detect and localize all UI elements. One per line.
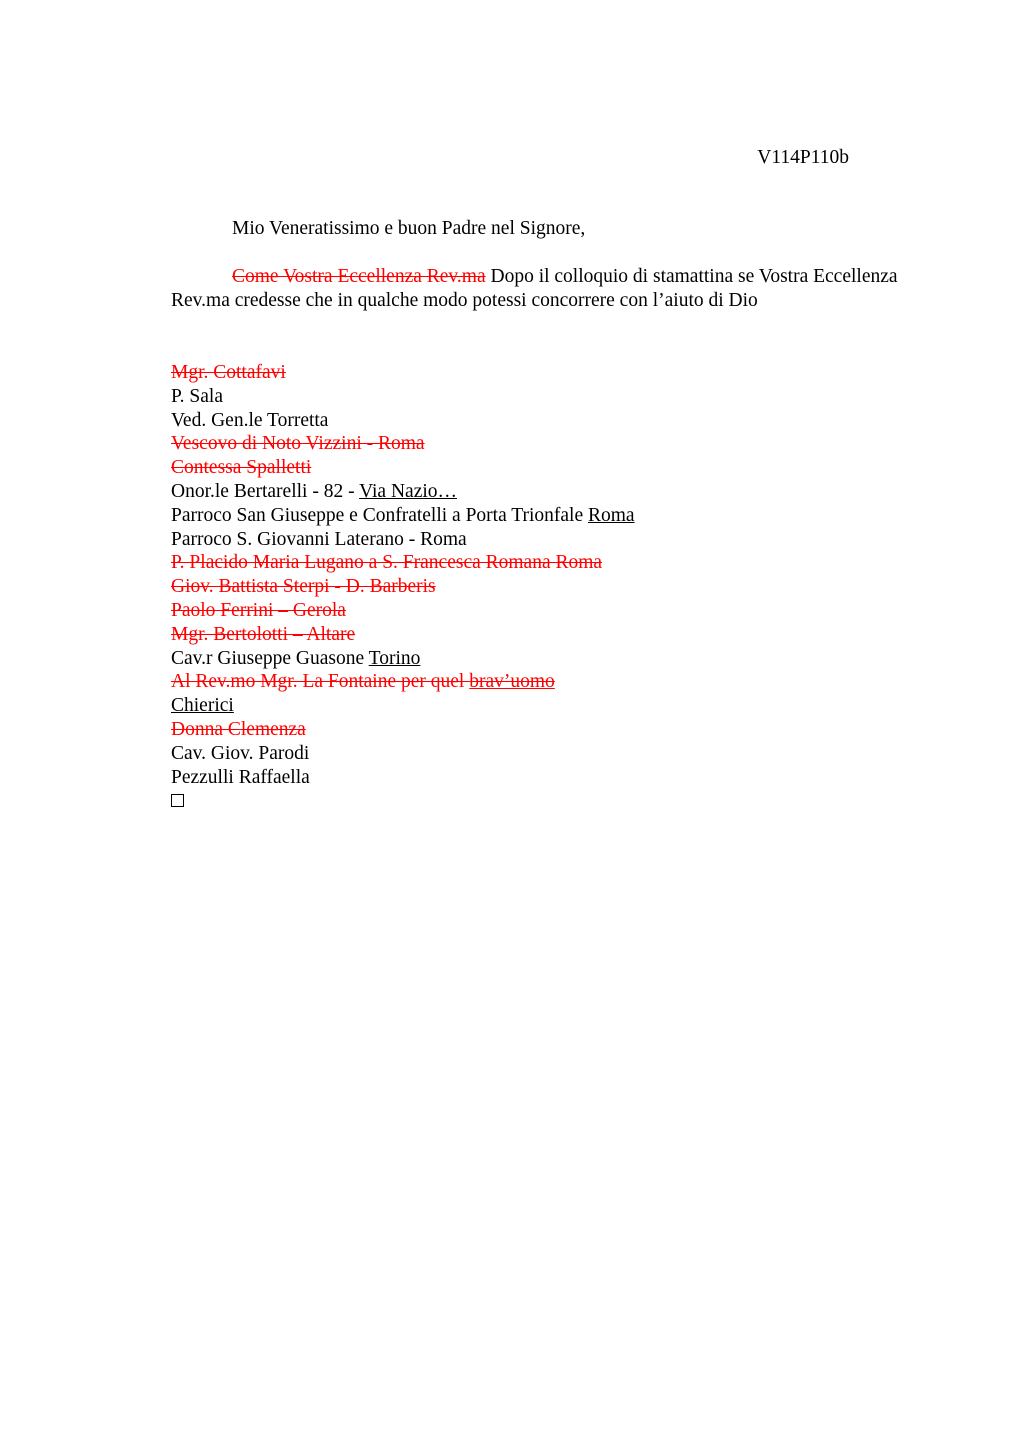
list-item	[171, 718, 635, 742]
paragraph-text: Dopo il colloquio di stamattina se Vostra Eccellenza Rev.ma credesse che in qualche modo potessi concorrere con l’aiuto di Dio	[171, 266, 898, 311]
list-item-underlined: Via Nazio…	[359, 480, 458, 502]
list-item-text: Onor.le Bertarelli - 82 -	[171, 480, 360, 502]
list-item-text: Paolo Ferrini – Gerola	[171, 599, 346, 621]
list-item-text: Parroco S. Giovanni Laterano - Roma	[171, 528, 467, 550]
list-item-text: P. Sala	[171, 385, 224, 407]
list-item	[171, 504, 635, 528]
list-item-text: Donna Clemenza	[171, 718, 306, 740]
list-item-text: P. Placido Maria Lugano a S. Francesca Romana Roma	[171, 552, 603, 574]
list-item	[171, 528, 635, 552]
checkbox-icon	[171, 794, 184, 807]
list-item	[171, 623, 635, 647]
list-item	[171, 385, 635, 409]
list-item-text: Mgr. Bertolotti – Altare	[171, 623, 356, 645]
list-item	[171, 480, 635, 504]
list-item	[171, 742, 635, 766]
list-item	[171, 361, 635, 385]
list-item	[171, 670, 635, 694]
list-item-text: Chierici	[171, 695, 234, 717]
list-item	[171, 694, 635, 718]
list-item-text: Contessa Spalletti	[171, 457, 312, 479]
list-item-text: Pezzulli Raffaella	[171, 766, 310, 788]
list-item-underlined: Torino	[368, 647, 421, 669]
list-item-text: Giov. Battista Sterpi - D. Barberis	[171, 576, 436, 598]
list-item	[171, 647, 635, 671]
list-item	[171, 766, 635, 790]
list-item	[171, 599, 635, 623]
list-item-text: Mgr. Cottafavi	[171, 362, 286, 383]
body-paragraph	[171, 265, 901, 313]
list-item	[171, 789, 635, 813]
list-item-underlined: Roma	[588, 504, 635, 526]
list-item	[171, 432, 635, 456]
list-item-text: Ved. Gen.le Torretta	[171, 409, 329, 431]
list-item-text: Vescovo di Noto Vizzini - Roma	[171, 433, 425, 455]
salutation: Mio Veneratissimo e buon Padre nel Signore,	[232, 218, 586, 239]
list-item	[171, 456, 635, 480]
list-item-text: Cav.r Giuseppe Guasone	[171, 647, 369, 669]
list-item	[171, 409, 635, 433]
list-item-underlined: brav’uomo	[469, 671, 555, 693]
list-item-text: Al Rev.mo Mgr. La Fontaine per quel	[171, 671, 470, 693]
recipient-list	[171, 361, 635, 813]
list-item	[171, 551, 635, 575]
list-item-text: Parroco San Giuseppe e Confratelli a Porta Trionfale	[171, 504, 588, 526]
struck-phrase: Come Vostra Eccellenza Rev.ma	[232, 266, 486, 287]
list-item-text: Cav. Giov. Parodi	[171, 742, 310, 764]
list-item	[171, 575, 635, 599]
document-id: V114P110b	[757, 147, 849, 168]
